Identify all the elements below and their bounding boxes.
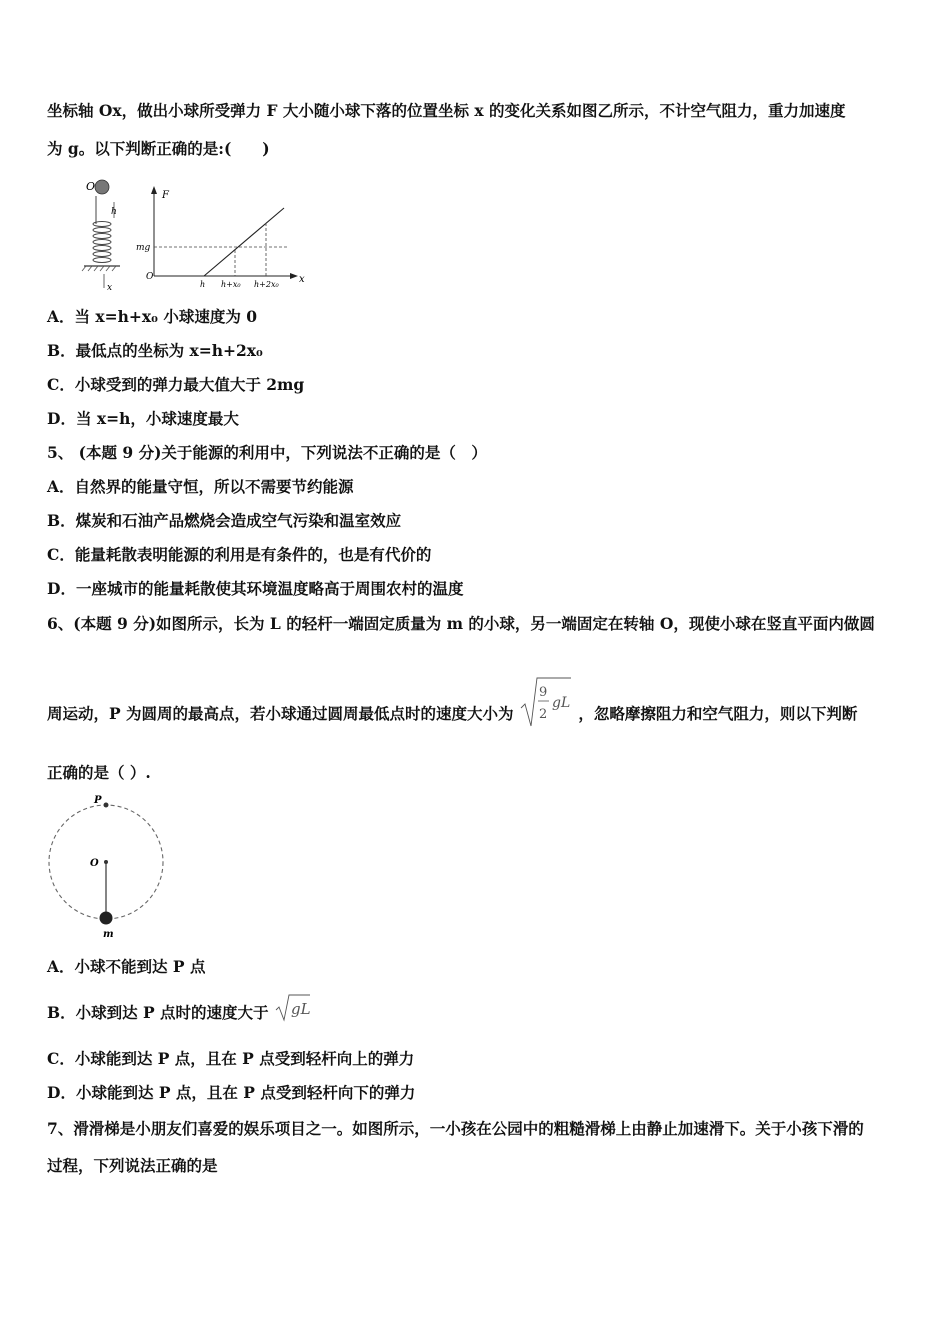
fig1-h-label: h <box>111 207 117 217</box>
fig1-x-label: x <box>107 283 113 293</box>
spring-force-figure <box>78 178 318 294</box>
graph-F-label: F <box>162 190 169 201</box>
frac-numerator: 9 <box>538 685 548 700</box>
q6-line-2-a: 周运动，P 为圆周的最高点，若小球通过圆周最低点时的速度大小为 <box>47 704 514 723</box>
q5-option-a: A．自然界的能量守恒，所以不需要节约能源 <box>47 477 354 496</box>
q6-option-a: A．小球不能到达 P 点 <box>47 957 206 976</box>
q4-option-d: D．当 x=h，小球速度最大 <box>47 409 239 428</box>
q6-option-b-text: B．小球到达 P 点时的速度大于 <box>47 1003 269 1022</box>
q6-line-2-b: ，忽略摩擦阻力和空气阻力，则以下判断 <box>578 704 858 723</box>
tick-h: h <box>200 280 206 289</box>
graph-origin-label: O <box>146 272 154 282</box>
q5-option-c: C．能量耗散表明能源的利用是有条件的，也是有代价的 <box>47 545 432 564</box>
q6-option-c: C．小球能到达 P 点，且在 P 点受到轻杆向上的弹力 <box>47 1049 415 1068</box>
label-P: P <box>94 795 102 806</box>
ball-icon <box>95 180 109 194</box>
tick-h-x0: h+x₀ <box>221 280 241 289</box>
graph-x-label: x <box>299 274 305 285</box>
intro-line-2: 为 g。以下判断正确的是:( ) <box>47 139 270 158</box>
q4-option-b: B．最低点的坐标为 x=h+2x₀ <box>47 341 263 360</box>
force-line <box>204 208 284 276</box>
label-m: m <box>103 929 114 940</box>
q6-option-b <box>47 1002 312 1024</box>
q6-line-2 <box>47 685 858 730</box>
q7-line-2: 过程，下列说法正确的是 <box>47 1156 218 1175</box>
q5-option-d: D．一座城市的能量耗散使其环境温度略高于周围农村的温度 <box>47 579 464 598</box>
sqrt-9-2-gL-formula <box>519 674 573 730</box>
intro-line-1: 坐标轴 Ox，做出小球所受弹力 F 大小随小球下落的位置坐标 x 的变化关系如图乙所示，不计空气阻力，重力加速度 <box>47 101 846 120</box>
ball-m-icon <box>100 912 113 925</box>
tick-h-2x0: h+2x₀ <box>254 280 279 289</box>
point-p-dot <box>104 803 109 808</box>
q5-option-b: B．煤炭和石油产品燃烧会造成空气污染和温室效应 <box>47 511 402 530</box>
frac-tail: gL <box>551 695 571 711</box>
q5-stem: 5、 (本题 9 分)关于能源的利用中，下列说法不正确的是（ ） <box>47 443 487 462</box>
q6-line-3: 正确的是（ ）. <box>47 763 151 782</box>
spring-icon <box>93 222 111 263</box>
q6-option-d: D．小球能到达 P 点，且在 P 点受到轻杆向下的弹力 <box>47 1083 416 1102</box>
circular-motion-figure <box>44 794 168 940</box>
graph-mg-label: mg <box>136 243 151 253</box>
frac-denominator: 2 <box>538 707 548 722</box>
q4-option-c: C．小球受到的弹力最大值大于 2mg <box>47 375 305 394</box>
ground-hatch <box>82 266 116 271</box>
q4-option-a: A．当 x=h+x₀ 小球速度为 0 <box>47 307 258 326</box>
sqrt-gL-formula <box>274 992 312 1022</box>
fig1-ball-label: O <box>86 180 96 193</box>
label-O: O <box>90 858 99 869</box>
sqrt-gL-text: gL <box>290 1000 311 1018</box>
q6-line-1: 6、(本题 9 分)如图所示，长为 L 的轻杆一端固定质量为 m 的小球，另一端固定在转轴 O，现使小球在竖直平面内做圆 <box>47 614 875 633</box>
q7-line-1: 7、滑滑梯是小朋友们喜爱的娱乐项目之一。如图所示，一小孩在公园中的粗糙滑梯上由静止加速滑下。关于小孩下滑的 <box>47 1119 864 1138</box>
